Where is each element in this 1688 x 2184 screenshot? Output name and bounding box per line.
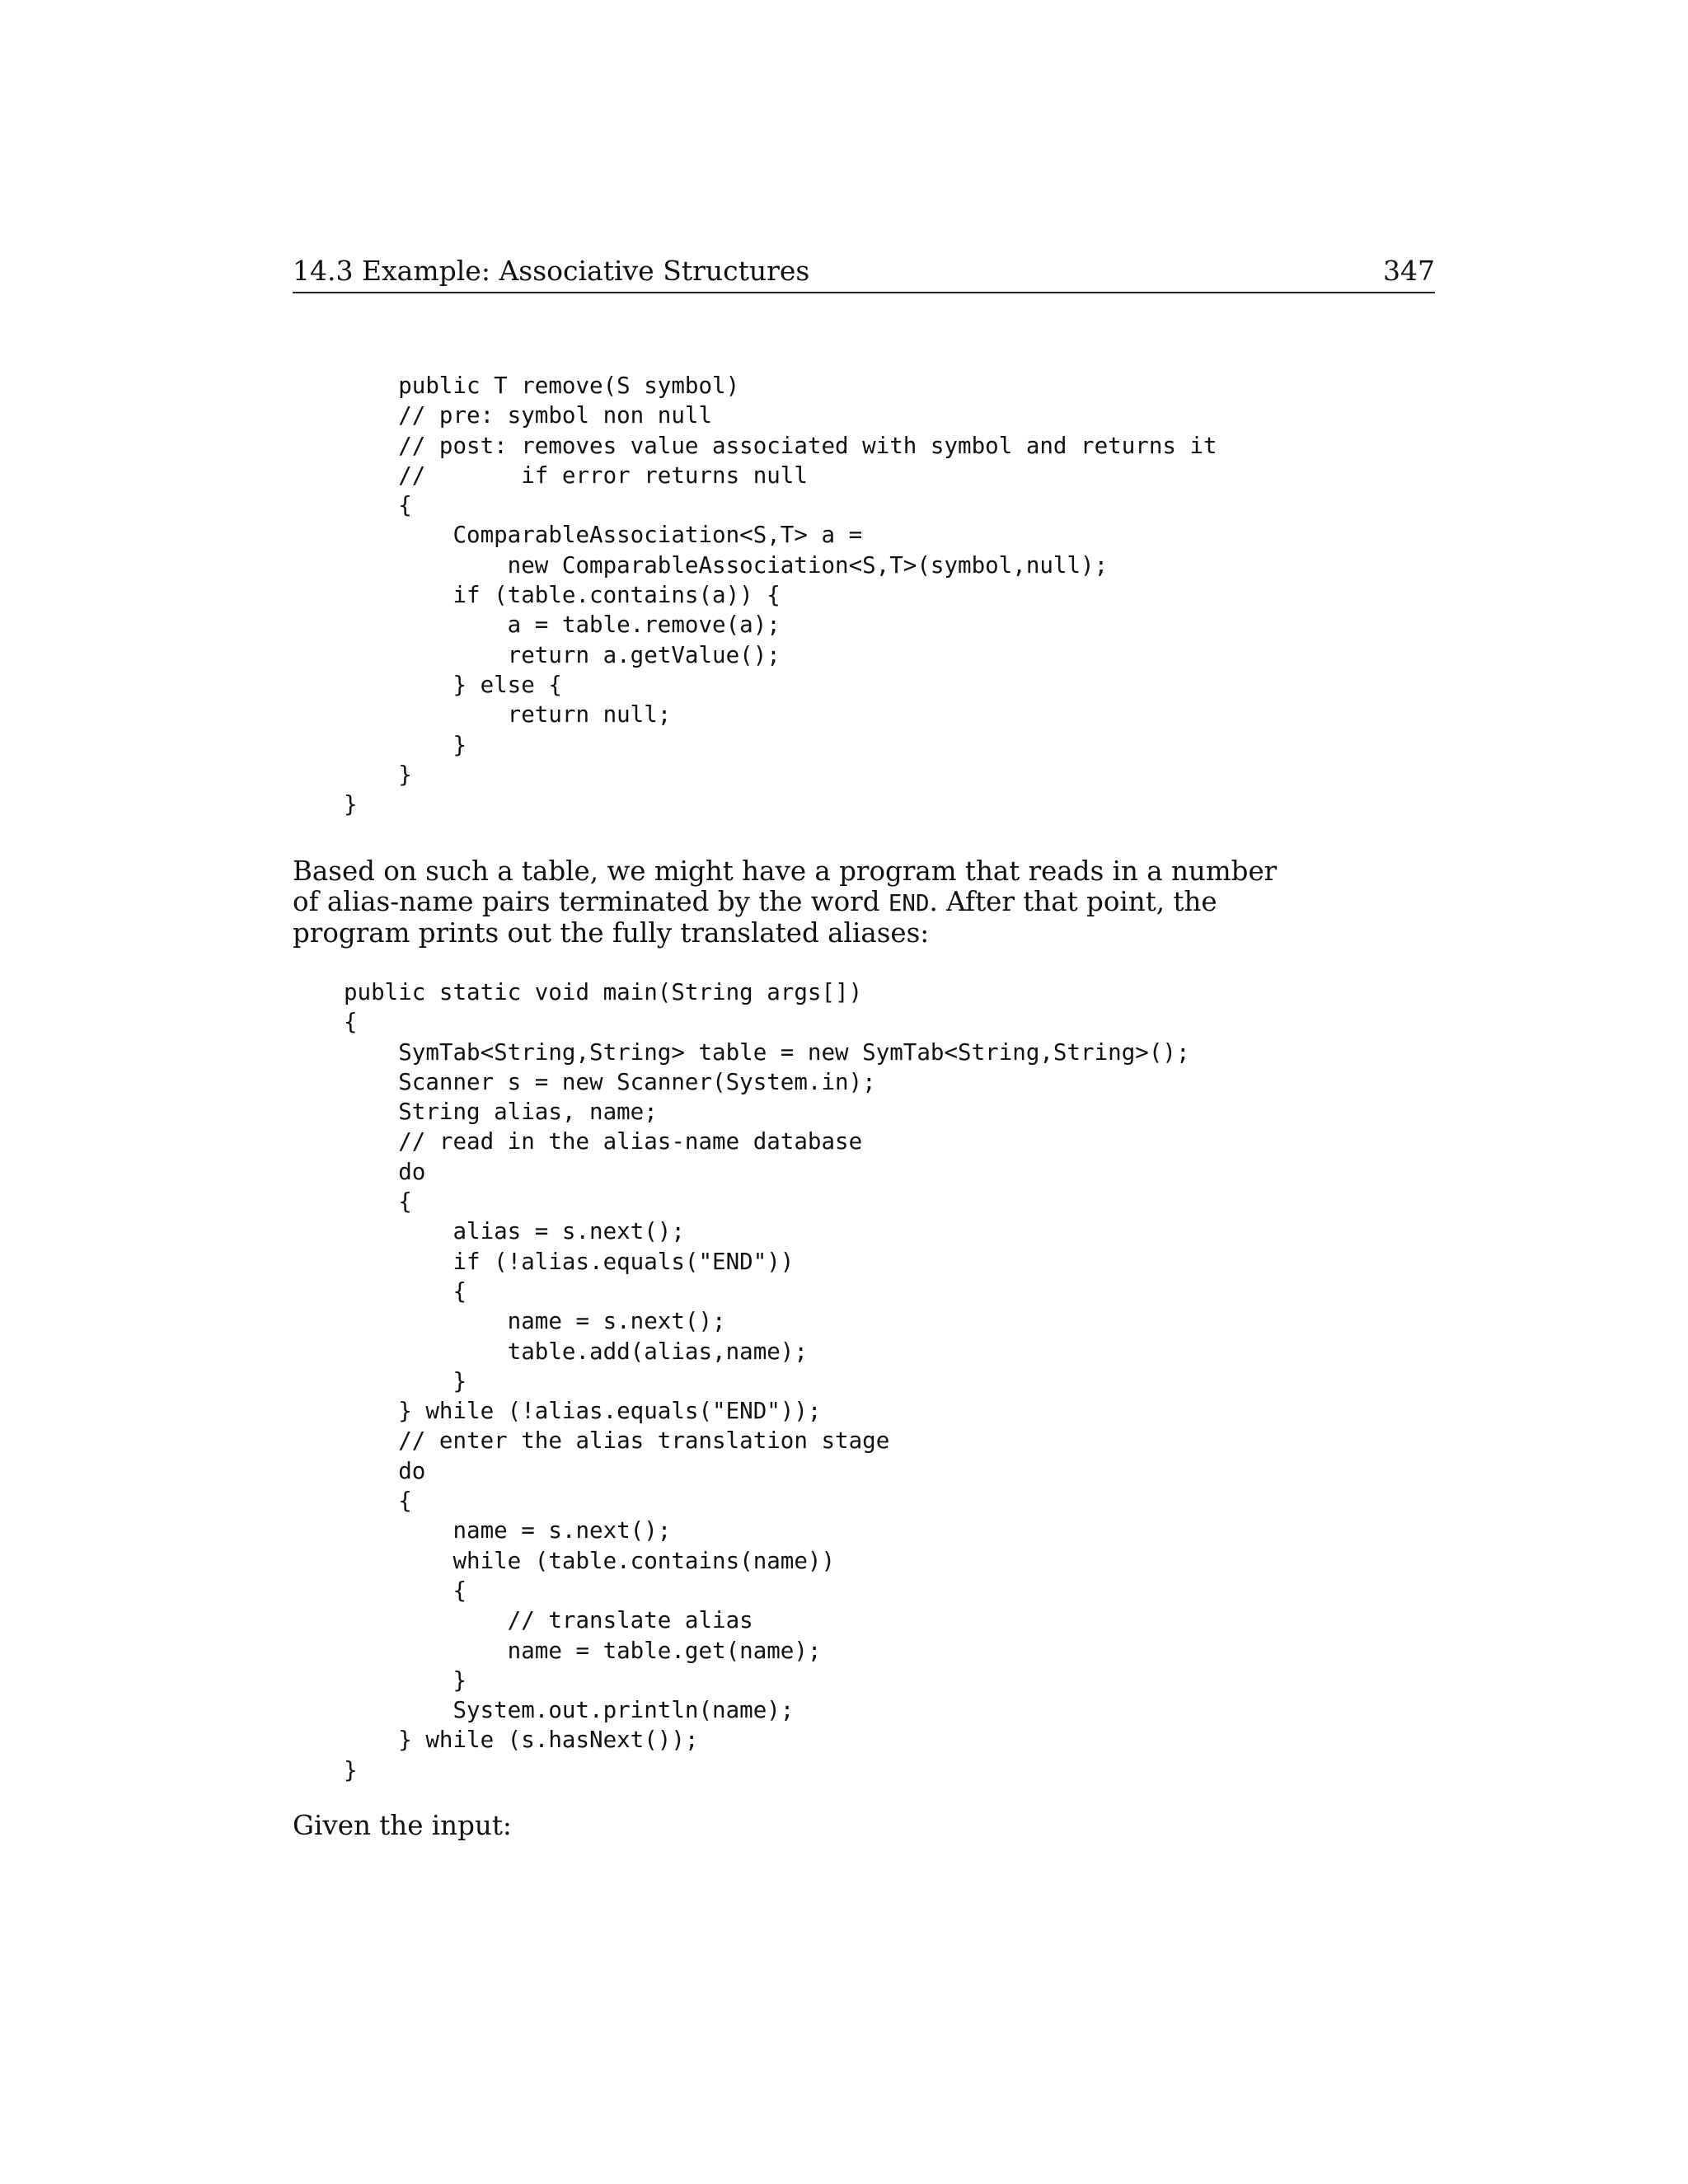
body-paragraph-given: Given the input: — [293, 1810, 512, 1841]
running-header — [293, 247, 1435, 293]
page-number: 347 — [1383, 255, 1435, 287]
section-title: 14.3 Example: Associative Structures — [293, 255, 810, 287]
body-paragraph-intro — [293, 856, 1282, 949]
paragraph-text-before: Based on such a table, we might have a program that reads in a number of alias-name pairs terminated by the word — [293, 855, 1278, 917]
paragraph-text-after: . After that point, the program prints out the fully translated aliases: — [293, 885, 1217, 949]
code-listing-main-method: public static void main(String args[]) { SymTab<String,String> table = new SymTab<String,String>(); Scanner s = new Scanner(System.in); String alias, name; // read in the alias-name database do { alias = s.next(); if (!alias.equals("END")) { name = s.next(); table.add(alias,name); } } while (!alias.equals("END")); // enter the alias translation stage do { name = s.next(); while (table.contains(name)) { // translate alias name = table.get(name); } System.out.println(name); } while (s.hasNext()); } — [344, 979, 1190, 1783]
inline-code-keyword: END — [888, 889, 930, 916]
code-listing-remove-method: public T remove(S symbol) // pre: symbol non null // post: removes value associated with symbol and returns it // if error returns null { ComparableAssociation<S,T> a = new ComparableAssociation<S,T>(symbol,null); if (table.contains(a)) { a = table.remove(a); return a.getValue(); } else { return null; } } } — [344, 373, 1217, 818]
